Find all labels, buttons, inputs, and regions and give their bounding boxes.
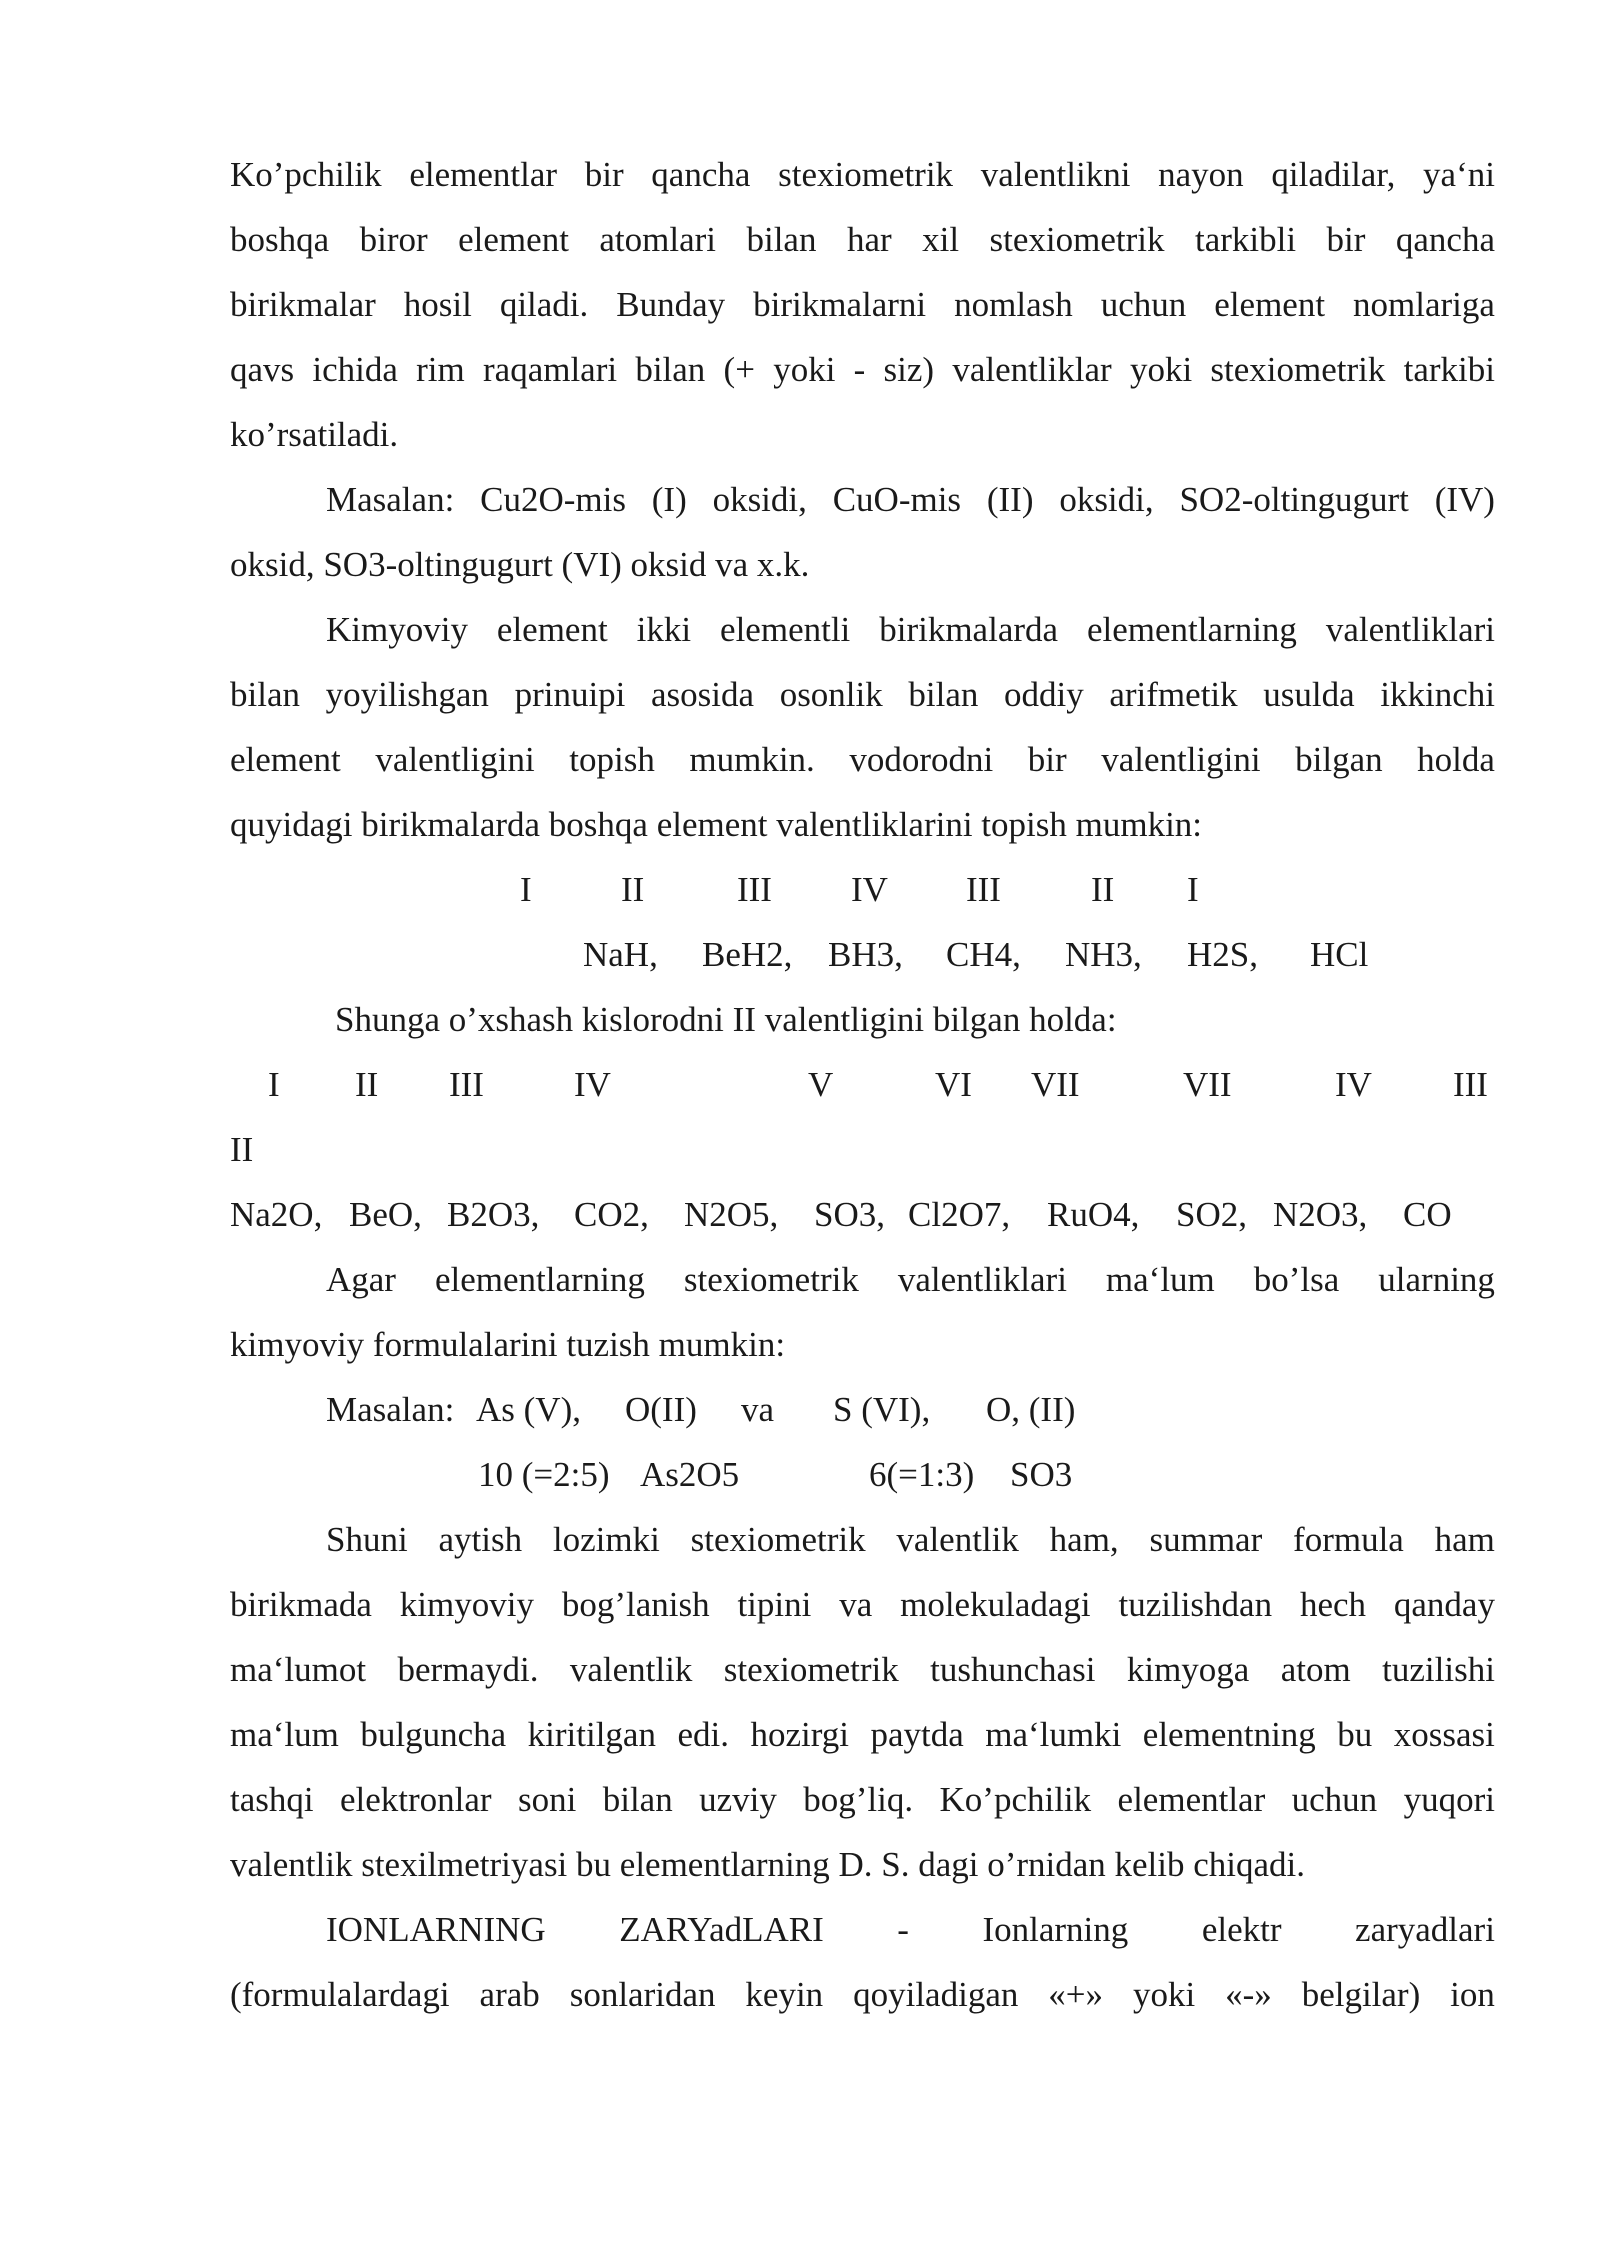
word: Cu2O-mis [480, 480, 626, 519]
word: elementli [720, 610, 851, 649]
word: bir [1326, 220, 1366, 259]
word: elementlar [409, 155, 558, 194]
hydride-valence: II [621, 870, 645, 909]
hydride-formula: HCl [1310, 935, 1369, 974]
word: tarkibli [1194, 220, 1297, 259]
word: - [897, 1910, 909, 1949]
word: mumkin. [689, 740, 815, 779]
word: hozirgi [750, 1715, 849, 1754]
word: bir [584, 155, 624, 194]
word: birikmalarda [879, 610, 1059, 649]
word: SO2-oltingugurt [1179, 480, 1409, 519]
word: elementning [1142, 1715, 1316, 1754]
word: bilan [230, 675, 300, 714]
word: CuO-mis [832, 480, 962, 519]
word: (+ [723, 350, 755, 389]
example-sulfur-formula: SO3 [1010, 1455, 1073, 1494]
word: qiladilar, [1271, 155, 1396, 194]
word: ham, [1049, 1520, 1119, 1559]
word: tipini [737, 1585, 812, 1624]
oxide-formula: Cl2O7, [908, 1195, 1011, 1234]
oxide-formula: Na2O, [230, 1195, 323, 1234]
paragraph-4-line-2: kimyoviy formulalarini tuzish mumkin: [230, 1325, 786, 1364]
hydride-formula: H2S, [1187, 935, 1258, 974]
word: boshqa [230, 220, 330, 259]
word: ularning [1378, 1260, 1495, 1299]
word: ikkinchi [1380, 675, 1495, 714]
word: stexiometrik [778, 155, 954, 194]
word: bilan [635, 350, 706, 389]
example-arsenic-ratio: 10 (=2:5) [478, 1455, 610, 1494]
oxide-valence-wrap: II [230, 1130, 254, 1169]
word: summar [1149, 1520, 1263, 1559]
word: uzviy [699, 1780, 777, 1819]
word: Ko’pchilik [230, 155, 382, 194]
oxide-formula: SO3, [814, 1195, 885, 1234]
oxide-formula: N2O3, [1273, 1195, 1368, 1234]
word: birikmada [230, 1585, 372, 1624]
word: - [853, 350, 866, 389]
word: topish [569, 740, 655, 779]
word: bilan [908, 675, 979, 714]
word: zaryadlari [1355, 1910, 1495, 1949]
word: Shuni [326, 1520, 408, 1559]
word: yoyilishgan [325, 675, 489, 714]
word: stexiometrik [690, 1520, 866, 1559]
oxide-formula: B2O3, [447, 1195, 540, 1234]
word: ikki [636, 610, 692, 649]
word: atom [1280, 1650, 1351, 1689]
word: usulda [1263, 675, 1355, 714]
word: biror [359, 220, 428, 259]
hydride-formula: NH3, [1065, 935, 1142, 974]
oxide-formula: CO2, [574, 1195, 649, 1234]
word: molekuladagi [900, 1585, 1091, 1624]
hydride-valence: II [1091, 870, 1115, 909]
word: bilan [602, 1780, 673, 1819]
word: oddiy [1004, 675, 1084, 714]
oxide-valence: II [355, 1065, 379, 1104]
paragraph-5-line-5 [230, 1780, 1495, 1820]
word: stexiometrik [723, 1650, 899, 1689]
word: lozimki [552, 1520, 660, 1559]
word: kimyoviy [399, 1585, 534, 1624]
word: arifmetik [1109, 675, 1238, 714]
word: bilan [746, 220, 817, 259]
word: element [230, 740, 341, 779]
paragraph-6-line-2 [230, 1975, 1495, 2015]
word: yoki [773, 350, 836, 389]
hydride-formula: BeH2, [702, 935, 793, 974]
word: tuzilishdan [1118, 1585, 1273, 1624]
oxide-valence: VII [1031, 1065, 1080, 1104]
word: atomlari [599, 220, 717, 259]
word: (II) [986, 480, 1034, 519]
paragraph-3-line-1 [326, 610, 1495, 650]
word: ma‘lum [230, 1715, 339, 1754]
paragraph-5-line-1 [326, 1520, 1495, 1560]
word: ichida [312, 350, 398, 389]
word: ma‘lum [1105, 1260, 1215, 1299]
word: edi. [677, 1715, 729, 1754]
word: elementlarning [434, 1260, 645, 1299]
oxide-formula: N2O5, [684, 1195, 779, 1234]
word: elementlar [1117, 1780, 1266, 1819]
word: «-» [1225, 1975, 1272, 2014]
paragraph-5-line-6: valentlik stexilmetriyasi bu elementlarning D. S. dagi o’rnidan kelib chiqadi. [230, 1845, 1306, 1884]
paragraph-3-line-3 [230, 740, 1495, 780]
paragraph-2-line-1 [326, 480, 1495, 520]
word: valentligini [1101, 740, 1261, 779]
word: bog’lanish [561, 1585, 710, 1624]
word: soni [517, 1780, 577, 1819]
word: Bunday [616, 285, 726, 324]
word: element [458, 220, 569, 259]
word: (formulalardagi [230, 1975, 450, 2014]
word: Ko’pchilik [939, 1780, 1092, 1819]
word: yoki [1129, 350, 1193, 389]
hydride-formula: NaH, [583, 935, 658, 974]
word: sonlaridan [569, 1975, 716, 2014]
oxide-formula: SO2, [1176, 1195, 1247, 1234]
hydride-formula: BH3, [828, 935, 903, 974]
word: (I) [651, 480, 687, 519]
word: tushunchasi [930, 1650, 1096, 1689]
hydride-formula: CH4, [946, 935, 1021, 974]
word: stexiometrik [683, 1260, 859, 1299]
word: keyin [745, 1975, 824, 2014]
hydride-valence: III [966, 870, 1001, 909]
paragraph-1-line-5: ko’rsatiladi. [230, 415, 399, 454]
oxide-valence: III [449, 1065, 484, 1104]
word: prinuipi [514, 675, 626, 714]
example-oxygen-1: O(II) [625, 1390, 697, 1429]
word: tarkibi [1403, 350, 1495, 389]
example-oxygen-2: O, (II) [986, 1390, 1076, 1429]
paragraph-3-line-2 [230, 675, 1495, 715]
paragraph-1-line-3 [230, 285, 1495, 325]
oxide-formula: RuO4, [1047, 1195, 1140, 1234]
paragraph-1-line-1 [230, 155, 1495, 195]
word: bu [1337, 1715, 1373, 1754]
word: siz) [883, 350, 935, 389]
oxide-valence: IV [1335, 1065, 1372, 1104]
word: hosil [403, 285, 472, 324]
word: xossasi [1393, 1715, 1495, 1754]
word: uchun [1291, 1780, 1378, 1819]
word: qancha [1395, 220, 1495, 259]
word: valentliklari [1325, 610, 1495, 649]
paragraph-5-line-4 [230, 1715, 1495, 1755]
word: oksidi, [712, 480, 807, 519]
word: qavs [230, 350, 295, 389]
word: holda [1417, 740, 1495, 779]
word: nomlariga [1353, 285, 1495, 324]
word: tashqi [230, 1780, 314, 1819]
hydride-valence: IV [851, 870, 888, 909]
word: birikmalarni [753, 285, 927, 324]
word: ion [1450, 1975, 1495, 2014]
word: ya‘ni [1423, 155, 1495, 194]
word: Kimyoviy [326, 610, 468, 649]
oxide-formula: CO [1403, 1195, 1452, 1234]
word: bulguncha [360, 1715, 507, 1754]
paragraph-4-line-1 [326, 1260, 1495, 1300]
word: ZARYadLARI [619, 1910, 824, 1949]
word: bir [1027, 740, 1067, 779]
word: qiladi. [499, 285, 589, 324]
word: element [496, 610, 608, 649]
word: valentliklari [897, 1260, 1067, 1299]
paragraph-3-line-4: quyidagi birikmalarda boshqa element valentliklarini topish mumkin: [230, 805, 1203, 844]
word: Ionlarning [982, 1910, 1129, 1949]
word: elektronlar [340, 1780, 492, 1819]
word: uchun [1100, 285, 1187, 324]
word: yuqori [1403, 1780, 1495, 1819]
word: stexiometrik [989, 220, 1165, 259]
oxide-valence: III [1453, 1065, 1488, 1104]
word: Masalan: [326, 480, 455, 519]
example-sulfur: S (VI), [833, 1390, 931, 1429]
paragraph-6-line-1 [326, 1910, 1495, 1950]
word: rim [416, 350, 465, 389]
word: valentlikni [980, 155, 1131, 194]
oxide-formula: BeO, [349, 1195, 422, 1234]
word: har [846, 220, 892, 259]
word: qanday [1393, 1585, 1495, 1624]
oxide-valence: VII [1183, 1065, 1232, 1104]
word: valentligini [375, 740, 535, 779]
oxide-intro-line: Shunga o’xshash kislorodni II valentligini bilgan holda: [335, 1000, 1117, 1039]
word: osonlik [779, 675, 883, 714]
word: bilgan [1295, 740, 1383, 779]
oxide-valence: V [808, 1065, 834, 1104]
paragraph-1-line-2 [230, 220, 1495, 260]
example-label: Masalan: [326, 1390, 455, 1429]
word: raqamlari [483, 350, 618, 389]
word: bermaydi. [397, 1650, 539, 1689]
word: belgilar) [1301, 1975, 1421, 2014]
example-arsenic: As (V), [476, 1390, 581, 1429]
hydride-valence: III [737, 870, 772, 909]
paragraph-2-line-2: oksid, SO3-oltingugurt (VI) oksid va x.k. [230, 545, 810, 584]
word: asosida [651, 675, 755, 714]
word: yoki [1132, 1975, 1196, 2014]
word: valentlik [569, 1650, 693, 1689]
paragraph-5-line-3 [230, 1650, 1495, 1690]
word: valentlik [896, 1520, 1019, 1559]
example-sulfur-ratio: 6(=1:3) [869, 1455, 975, 1494]
word: Agar [326, 1260, 396, 1299]
word: element [1214, 285, 1326, 324]
word: «+» [1048, 1975, 1104, 2014]
word: arab [479, 1975, 540, 2014]
word: elementlarning [1087, 610, 1297, 649]
word: birikmalar [230, 285, 376, 324]
paragraph-5-line-2 [230, 1585, 1495, 1625]
word: valentliklar [952, 350, 1112, 389]
word: stexiometrik [1210, 350, 1386, 389]
word: aytish [438, 1520, 523, 1559]
word: ham [1434, 1520, 1495, 1559]
word: xil [922, 220, 960, 259]
oxide-valence: I [268, 1065, 280, 1104]
word: tuzilishi [1382, 1650, 1495, 1689]
word: kiritilgan [527, 1715, 656, 1754]
word: IONLARNING [326, 1910, 546, 1949]
oxide-valence: IV [574, 1065, 611, 1104]
word: va [839, 1585, 873, 1624]
word: kimyoga [1126, 1650, 1250, 1689]
word: formula [1293, 1520, 1404, 1559]
example-arsenic-formula: As2O5 [640, 1455, 740, 1494]
word: nomlash [954, 285, 1073, 324]
word: ma‘lumki [985, 1715, 1122, 1754]
hydride-valence: I [520, 870, 532, 909]
word: bog’liq. [803, 1780, 914, 1819]
word: qoyiladigan [853, 1975, 1019, 2014]
word: qancha [651, 155, 751, 194]
word: nayon [1158, 155, 1244, 194]
word: vodorodni [849, 740, 994, 779]
word: paytda [870, 1715, 964, 1754]
oxide-valence: VI [935, 1065, 972, 1104]
word: elektr [1201, 1910, 1282, 1949]
word: bo’lsa [1253, 1260, 1340, 1299]
hydride-valence: I [1187, 870, 1199, 909]
word: (IV) [1434, 480, 1495, 519]
example-and: va [741, 1390, 775, 1429]
word: hech [1299, 1585, 1367, 1624]
word: ma‘lumot [230, 1650, 367, 1689]
word: oksidi, [1059, 480, 1154, 519]
paragraph-1-line-4 [230, 350, 1495, 390]
